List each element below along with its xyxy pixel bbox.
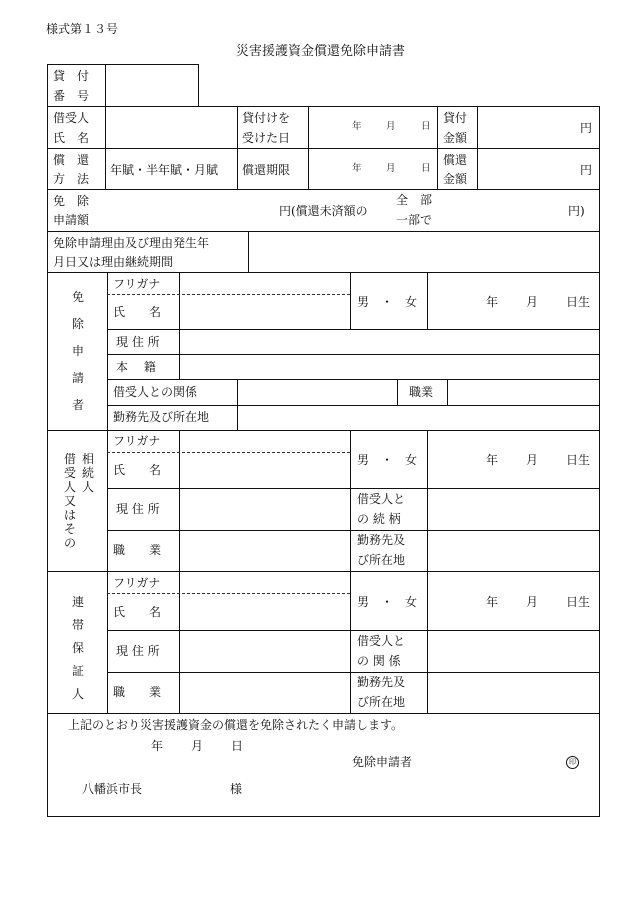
guarantor-job-label: 職 業 <box>113 685 162 699</box>
unpaid-balance-text: 円(償還未済額の <box>279 204 368 218</box>
form-title: 災害援護資金償還免除申請書 <box>236 44 406 59</box>
heir-birth-day: 日生 <box>566 453 591 467</box>
repaid-label-1: 償還 <box>443 153 468 167</box>
application-month: 月 <box>191 739 204 753</box>
loan-date-month: 月 <box>386 121 396 132</box>
application-day: 日 <box>231 739 244 753</box>
method-label-2: 方 法 <box>53 172 90 186</box>
reason-label-1: 免除申請理由及び理由発生年 <box>53 236 210 250</box>
heir-address-label: 現 住 所 <box>116 502 160 516</box>
guarantor-birth-month: 月 <box>526 595 539 609</box>
applicant-birth-month: 月 <box>526 295 539 309</box>
period-day: 日 <box>421 163 431 174</box>
heir-workplace-label-1: 勤務先及 <box>357 533 406 547</box>
period-label: 償還期限 <box>242 163 291 177</box>
applicant-workplace-label: 勤務先及び所在地 <box>113 410 210 424</box>
loan-amount-yen: 円 <box>580 121 593 135</box>
loan-amount-label-1: 貸付 <box>443 111 468 125</box>
heir-birth-year: 年 <box>486 453 499 467</box>
applicant-birth-year: 年 <box>486 295 499 309</box>
request-amount-label-1: 免 除 <box>53 194 90 208</box>
applicant-address-label: 現 住 所 <box>116 335 160 349</box>
applicant-furigana-label: フリガナ <box>113 277 161 291</box>
all-option: 全 部 <box>396 193 433 207</box>
heir-sex-options: 男 ・ 女 <box>357 453 418 467</box>
loan-amount-label-2: 金額 <box>443 131 468 145</box>
borrower-label-2: 氏 名 <box>53 131 90 145</box>
guarantor-workplace-label-1: 勤務先及 <box>357 675 406 689</box>
loan-date-label-2: 受けた日 <box>242 131 291 145</box>
request-amount-close: 円) <box>568 204 585 218</box>
guarantor-workplace-label-2: び所在地 <box>357 695 406 709</box>
guarantor-furigana-label: フリガナ <box>113 576 161 590</box>
guarantor-relation-label-2: の 関 係 <box>357 654 401 668</box>
period-month: 月 <box>386 163 396 174</box>
applicant-honseki-label: 本 籍 <box>116 360 156 374</box>
mayor-addressee: 八幡浜市長 <box>82 782 143 796</box>
applicant-relation-label: 借受人との関係 <box>113 385 198 399</box>
guarantor-birth-day: 日生 <box>566 595 591 609</box>
heir-relation-label-1: 借受人と <box>357 492 406 506</box>
applicant-birth-day: 日生 <box>566 295 591 309</box>
repayment-method-options: 年賦・半年賦・月賦 <box>110 163 219 177</box>
heir-birth-month: 月 <box>526 453 539 467</box>
repaid-yen: 円 <box>580 163 593 177</box>
applicant-job-label: 職業 <box>409 385 434 399</box>
heir-workplace-label-2: び所在地 <box>357 553 406 567</box>
heir-furigana-label: フリガナ <box>113 434 161 448</box>
loan-date-year: 年 <box>352 121 362 132</box>
loan-number-label-1: 貸 付 <box>53 69 90 83</box>
guarantor-name-label: 氏 名 <box>113 605 162 619</box>
request-amount-label-2: 申請額 <box>53 213 90 227</box>
applicant-name-label: 氏 名 <box>113 305 162 319</box>
loan-date-day: 日 <box>421 121 431 132</box>
loan-date-label-1: 貸付けを <box>242 111 291 125</box>
guarantor-address-label: 現 住 所 <box>116 644 160 658</box>
heir-job-label: 職 業 <box>113 543 162 557</box>
application-statement: 上記のとおり災害援護資金の償還を免除されたく申請します。 <box>68 718 404 732</box>
guarantor-sex-options: 男 ・ 女 <box>357 595 418 609</box>
heir-relation-label-2: の 続 柄 <box>357 512 401 526</box>
form-number: 様式第１３号 <box>46 22 119 36</box>
method-label-1: 償 還 <box>53 153 90 167</box>
part-option: 一部で <box>396 213 433 227</box>
applicant-sex-options: 男 ・ 女 <box>357 295 418 309</box>
period-year: 年 <box>352 163 362 174</box>
applicant-signature-label: 免除申請者 <box>352 755 413 769</box>
guarantor-birth-year: 年 <box>486 595 499 609</box>
mayor-honorific: 様 <box>230 782 243 796</box>
loan-number-label-2: 番 号 <box>53 89 90 103</box>
heir-name-label: 氏 名 <box>113 463 162 477</box>
guarantor-relation-label-1: 借受人と <box>357 634 406 648</box>
borrower-label-1: 借受人 <box>53 111 90 125</box>
seal-mark-icon: 印 <box>566 756 579 769</box>
repaid-label-2: 金額 <box>443 172 468 186</box>
application-year: 年 <box>151 739 164 753</box>
reason-label-2: 月日又は理由継続期間 <box>53 255 174 269</box>
